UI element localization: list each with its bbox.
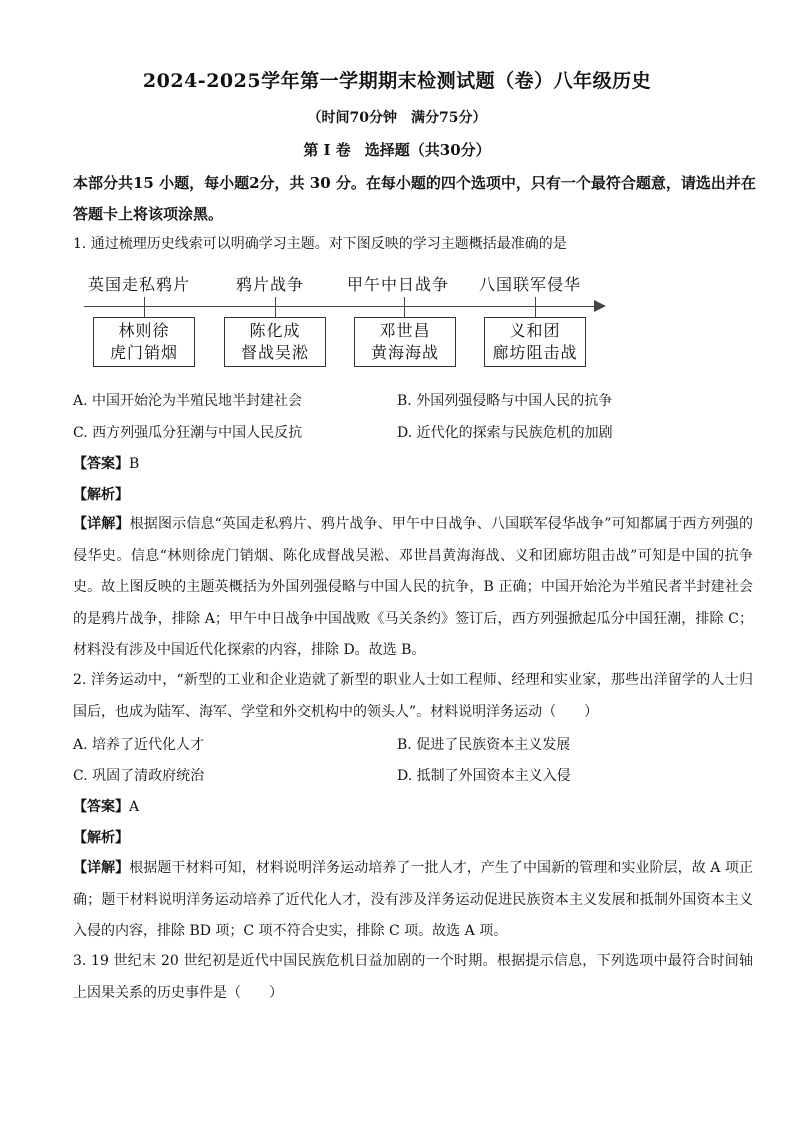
analysis-tag: 【解析】: [73, 487, 129, 503]
timeline-event: 英国走私鸦片: [88, 275, 191, 294]
section-instruction: 本部分共15 小题，每小题2分，共 30 分。在每小题的四个选项中，只有一个最符合题意，请选出并在答题卡上将该项涂黑。: [73, 174, 756, 223]
question-2-stem: 2. 洋务运动中，“新型的工业和企业造就了新型的职业人士如工程师、经理和实业家，那些出洋留学的人士归国后，也成为陆军、海军、学堂和外交机构中的领头人”。材料说明洋务运动（ ）: [73, 672, 753, 720]
timeline-tick: [535, 297, 536, 317]
timeline-tick: [404, 297, 405, 317]
analysis-tag: 【解析】: [73, 830, 129, 846]
timeline-tick: [144, 297, 145, 317]
option-d: D. 近代化的探索与民族危机的加剧: [397, 425, 613, 441]
box-person: 义和团: [509, 321, 561, 340]
answer-tag: 【答案】: [73, 799, 129, 815]
option-c: C. 巩固了清政府统治: [73, 768, 205, 784]
answer-line: [73, 453, 763, 473]
box-person: 陈化成: [249, 321, 301, 340]
timeline-event: 鸦片战争: [236, 275, 305, 294]
answer-value: A: [129, 799, 140, 815]
exam-time-info: （时间70分钟 满分75分）: [307, 110, 487, 126]
timeline-box: [354, 317, 456, 367]
answer-line: [73, 796, 763, 816]
timeline-tick: [275, 297, 276, 317]
option-a: A. 培养了近代化人才: [73, 737, 205, 753]
option-d: D. 抵制了外国资本主义入侵: [397, 768, 571, 784]
page-title: 2024-2025学年第一学期期末检测试题（卷）八年级历史: [142, 70, 652, 92]
box-person: 邓世昌: [379, 321, 431, 340]
detail-paragraph: [73, 509, 753, 667]
box-event: 廊坊阻击战: [492, 343, 578, 362]
section-number: 第 Ⅰ 卷: [303, 141, 351, 159]
timeline-axis: [84, 306, 598, 307]
section-heading: [0, 139, 794, 160]
detail-text: 根据图示信息“英国走私鸦片、鸦片战争、甲午中日战争、八国联军侵华战争”可知都属于西方列强的侵华史。信息“林则徐虎门销烟、陈化成督战吴淞、邓世昌黄海海战、义和团廊坊阻击战”可知是中国的抗争史。故上图反映的主题英概括为外国列强侵略与中国人民的抗争，B 正确；中国开始沦为半殖民者半封建社会的是鸦片战争，排除 A；甲午中日战争中国战败《马关条约》签订后，西方列强掀起瓜分中国狂潮，排除 C；材料没有涉及中国近代化探索的内容，排除 D。故选 B。: [73, 516, 753, 658]
timeline-arrow-icon: [594, 300, 606, 312]
option-b: B. 促进了民族资本主义发展: [397, 737, 571, 753]
timeline-event: 八国联军侵华: [479, 275, 582, 294]
detail-tag: 【详解】: [73, 860, 130, 876]
detail-tag: 【详解】: [73, 516, 130, 532]
timeline-box: [484, 317, 586, 367]
box-person: 林则徐: [118, 321, 170, 340]
timeline-event: 甲午中日战争: [347, 275, 450, 294]
timeline-box: [93, 317, 195, 367]
option-c: C. 西方列强瓜分狂潮与中国人民反抗: [73, 425, 303, 441]
answer-value: B: [129, 456, 140, 472]
answer-tag: 【答案】: [73, 456, 129, 472]
question-3-stem: 3. 19 世纪末 20 世纪初是近代中国民族危机日益加剧的一个时期。根据提示信息，下列选项中最符合时间轴上因果关系的历史事件是（ ）: [73, 953, 753, 1001]
detail-paragraph: [73, 853, 753, 948]
detail-text: 根据题干材料可知，材料说明洋务运动培养了一批人才，产生了中国新的管理和实业阶层，故 A 项正确；题干材料说明洋务运动培养了近代化人才，没有涉及洋务运动促进民族资本主义发展和抵制外国资本主义入侵的内容，排除 BD 项；C 项不符合史实，排除 C 项。故选 A 项。: [73, 860, 753, 939]
box-event: 黄海海战: [370, 343, 439, 362]
timeline-box: [224, 317, 326, 367]
box-event: 虎门销烟: [109, 343, 178, 362]
option-b: B. 外国列强侵略与中国人民的抗争: [397, 393, 613, 409]
question-1-stem: 1. 通过梳理历史线索可以明确学习主题。对下图反映的学习主题概括最准确的是: [73, 236, 567, 252]
option-a: A. 中国开始沦为半殖民地半封建社会: [73, 393, 303, 409]
section-type: 选择题（共30分）: [364, 141, 491, 159]
box-event: 督战吴淞: [240, 343, 309, 362]
